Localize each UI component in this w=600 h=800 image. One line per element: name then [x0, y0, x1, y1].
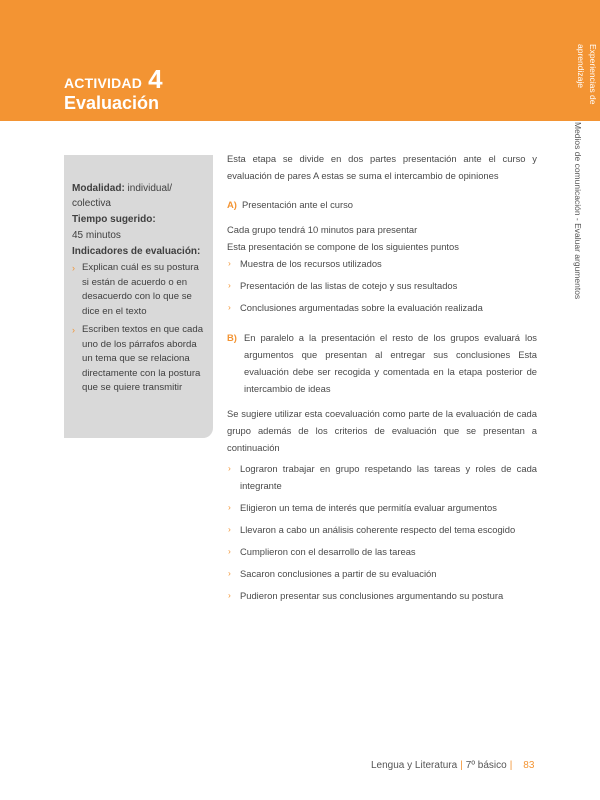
bullet-icon: ›	[72, 263, 75, 273]
list-item: › Cumplieron con el desarrollo de las tareas	[227, 543, 537, 560]
activity-info-box	[64, 155, 213, 438]
section-a-list	[227, 255, 537, 316]
section-a-heading: A) Presentación ante el curso	[227, 196, 537, 213]
side-tab-section-label: Experiencias de aprendizaje	[576, 44, 598, 105]
bullet-icon: ›	[228, 524, 231, 534]
suggestion-paragraph: Se sugiere utilizar esta coevaluación como parte de la evaluación de cada grupo además de los criterios de evaluación que se presentan a continuación	[227, 408, 537, 453]
indicadores-label: Indicadores de evaluación:	[72, 246, 201, 257]
section-b-letter: B)	[227, 332, 237, 343]
list-item: › Presentación de las listas de cotejo y sus resultados	[227, 277, 537, 294]
criteria-list	[227, 460, 537, 604]
list-item: › Escriben textos en que cada uno de los párrafos aborda un tema que se relaciona directamente con la postura que se quiere transmitir	[72, 324, 204, 393]
modalidad-row: Modalidad: individual/ colectiva	[72, 183, 173, 209]
section-a-letter: A)	[227, 199, 237, 210]
bullet-icon: ›	[228, 590, 231, 600]
section-a-line2: Esta presentación se compone de los siguientes puntos	[227, 241, 459, 252]
list-item: › Eligieron un tema de interés que permitía evaluar argumentos	[227, 499, 537, 516]
list-item: › Llevaron a cabo un análisis coherente respecto del tema escogido	[227, 521, 537, 538]
footer-subject: Lengua y Literatura	[371, 760, 458, 771]
section-b-text: En paralelo a la presentación el resto de los grupos evaluará los argumentos que presentan al entregar sus conclusiones Esta evaluación debe ser recogida y comentada en la etapa posterior de intercambio de ideas	[244, 332, 537, 394]
tiempo-label: Tiempo sugerido:	[72, 214, 156, 225]
footer-separator: |	[460, 760, 463, 771]
list-item: › Sacaron conclusiones a partir de su evaluación	[227, 565, 537, 582]
bullet-icon: ›	[228, 568, 231, 578]
bullet-icon: ›	[228, 280, 231, 290]
bullet-icon: ›	[228, 258, 231, 268]
side-tab-unit-label: Medios de comunicación - Evaluar argumentos	[573, 122, 583, 300]
main-content	[227, 150, 537, 609]
bullet-icon: ›	[228, 546, 231, 556]
bullet-icon: ›	[72, 325, 75, 335]
page-number: 83	[523, 760, 535, 771]
list-item: › Explican cuál es su postura si están de acuerdo o en desacuerdo con lo que se dice en el texto	[72, 262, 199, 317]
intro-paragraph: Esta etapa se divide en dos partes presentación ante el curso y evaluación de pares A estas se suma el intercambio de opiniones	[227, 153, 537, 181]
header-banner	[0, 0, 570, 121]
footer-separator: |	[509, 760, 513, 771]
footer-grade: 7º básico	[465, 760, 507, 771]
bullet-icon: ›	[228, 302, 231, 312]
list-item: › Conclusiones argumentadas sobre la evaluación realizada	[227, 299, 537, 316]
bullet-icon: ›	[228, 502, 231, 512]
activity-label: ACTIVIDAD 4	[64, 64, 163, 94]
section-a-line1: Cada grupo tendrá 10 minutos para presentar	[227, 224, 418, 235]
list-item: › Muestra de los recursos utilizados	[227, 255, 537, 272]
activity-number: 4	[148, 64, 163, 94]
list-item: › Lograron trabajar en grupo respetando las tareas y roles de cada integrante	[227, 460, 537, 494]
page-title: Evaluación	[64, 93, 160, 113]
section-b	[227, 329, 537, 397]
tiempo-value: 45 minutos	[72, 230, 121, 241]
indicadores-list	[72, 261, 205, 396]
bullet-icon: ›	[228, 463, 231, 473]
list-item: › Pudieron presentar sus conclusiones argumentando su postura	[227, 587, 537, 604]
page-footer	[371, 760, 534, 771]
